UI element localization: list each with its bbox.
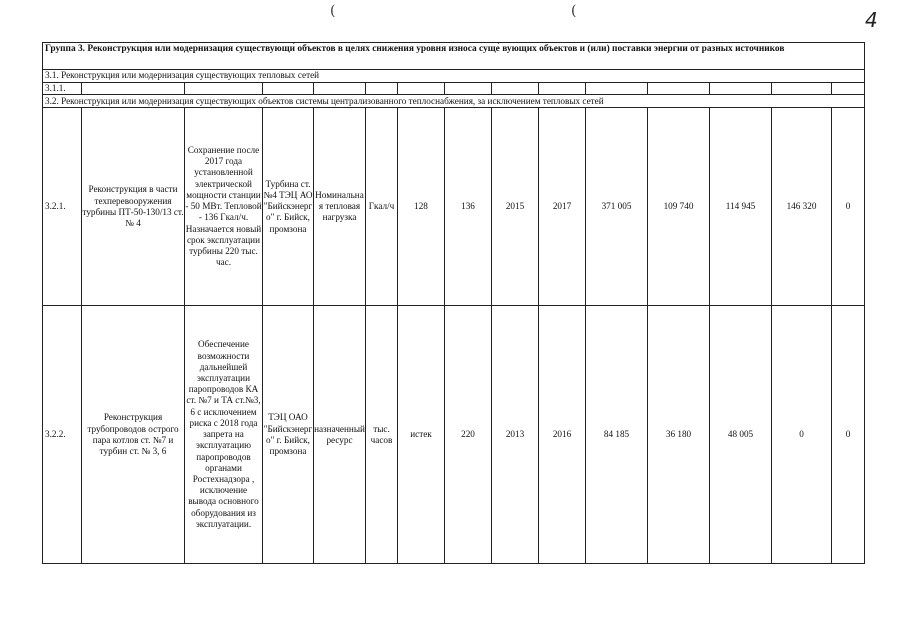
value-after: 220 xyxy=(445,306,492,564)
cost-year-2: 48 005 xyxy=(710,306,772,564)
group-title: Группа 3. Реконструкция или модернизация существующи́ объектов в целях снижения уровня износа суще́ вующих объектов и (или) поставки энергии от разных источников xyxy=(43,43,865,70)
start-year: 2015 xyxy=(492,108,539,306)
row-3-1-1 xyxy=(43,83,865,95)
cost-year-4: 0 xyxy=(832,306,865,564)
unit: Гкал/ч xyxy=(366,108,398,306)
cost-year-1: 36 180 xyxy=(648,306,710,564)
table-row xyxy=(43,108,865,306)
end-year: 2017 xyxy=(539,108,586,306)
cost-year-3: 0 xyxy=(772,306,832,564)
total-cost: 371 005 xyxy=(586,108,648,306)
location: Турбина ст.№4 ТЭЦ АО "Бийскэнерго" г. Бийск, промзона xyxy=(263,108,314,306)
group-title-row xyxy=(43,43,865,70)
value-before: 128 xyxy=(398,108,445,306)
value-after: 136 xyxy=(445,108,492,306)
section-3-1-title: 3.1. Реконструкция или модернизация существующих тепловых сетей xyxy=(43,70,865,83)
cost-year-2: 114 945 xyxy=(710,108,772,306)
parameter: Номинальная тепловая нагрузка xyxy=(314,108,366,306)
end-year: 2016 xyxy=(539,306,586,564)
cost-year-1: 109 740 xyxy=(648,108,710,306)
section-3-2-title: 3.2. Реконструкция или модернизация существующих объектов системы централизованного теплоснабжения, за исключением тепловых сетей xyxy=(43,95,865,108)
justification: Сохранение после 2017 года установленной электрической мощности станции - 50 МВт. Тепловой - 136 Гкал/ч. Назначается новый срок эксплуатации турбины 220 тыс. час. xyxy=(185,108,263,306)
section-3-2-row xyxy=(43,95,865,108)
row-number: 3.2.1. xyxy=(43,108,82,306)
row-number: 3.1.1. xyxy=(43,83,82,95)
start-year: 2013 xyxy=(492,306,539,564)
section-3-1-row xyxy=(43,70,865,83)
unit: тыс. часов xyxy=(366,306,398,564)
total-cost: 84 185 xyxy=(586,306,648,564)
punch-mark: ( xyxy=(330,3,336,19)
investment-program-table xyxy=(42,42,865,564)
value-before: истек xyxy=(398,306,445,564)
project-name: Реконструкция трубопроводов острого пара котлов ст. №7 и турбин ст. № 3, 6 xyxy=(82,306,185,564)
row-number: 3.2.2. xyxy=(43,306,82,564)
cost-year-4: 0 xyxy=(832,108,865,306)
justification: Обеспечение возможности дальнейшей эксплуатации паропроводов КА ст. №7 и ТА ст.№3, 6 с исключением риска с 2018 года запрета на эксплуатацию паропроводов органами Ростехнадзора , исключение вывода основного оборудования из эксплуатации. xyxy=(185,306,263,564)
punch-mark: ( xyxy=(571,3,577,19)
parameter: назначенный ресурс xyxy=(314,306,366,564)
table-row xyxy=(43,306,865,564)
project-name: Реконструкция в части техперевооружения турбины ПТ-50-130/13 ст. № 4 xyxy=(82,108,185,306)
location: ТЭЦ ОАО "Бийскэнерго" г. Бийск, промзона xyxy=(263,306,314,564)
page-number: 4 xyxy=(865,8,878,32)
cost-year-3: 146 320 xyxy=(772,108,832,306)
